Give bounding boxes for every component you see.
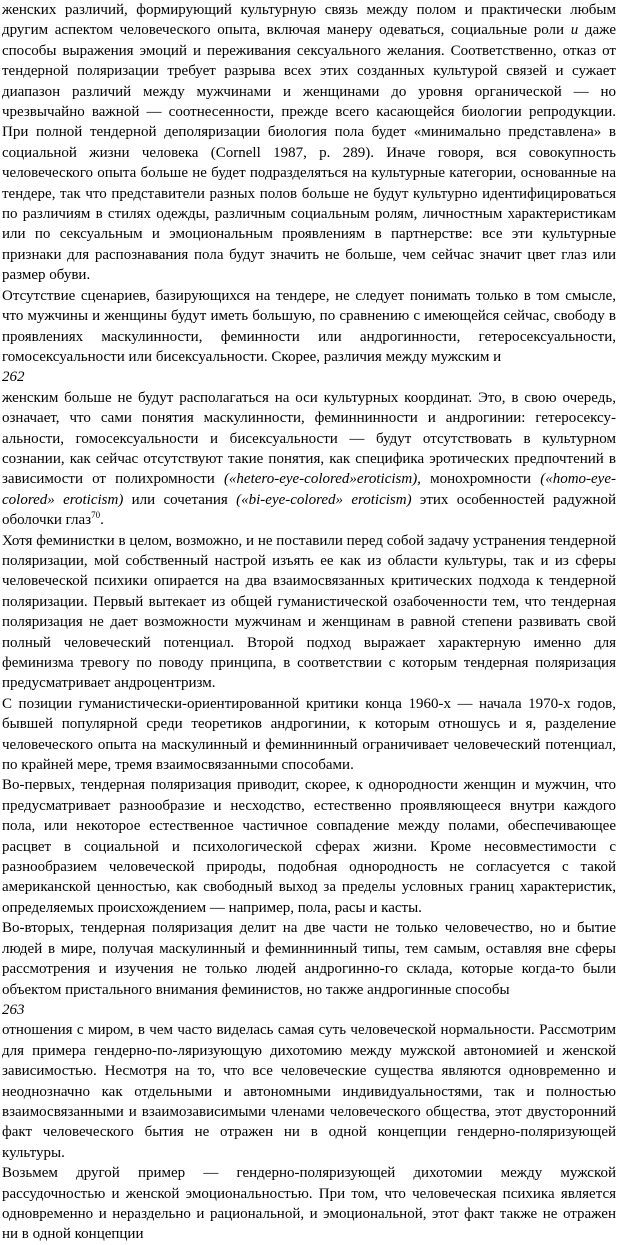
paragraph bbox=[2, 694, 616, 776]
paragraph bbox=[2, 918, 616, 1000]
text-run: женских различий, формирующий культурную связь между полом и практически любым другим аспектом человеческого опыта, включая манеру одеваться, социальные роли bbox=[2, 2, 616, 39]
text-run: женским больше не будут располагаться на оси культурных координат. Это, в свою очередь, означает, что сами понятия маскулинности, феминнинности и андрогинии: гетеросексу-альности, гомосексуальности и бисексуальности — будут отсутствовать в культурном сознании, как сейчас отсутствуют такие понятия, как специфика эротических предпочтений в зависимости от полихромности bbox=[2, 389, 616, 488]
text-run: Во-первых, тендерная поляризация приводит, скорее, к однородности женщин и мужчин, что предусматривает разнообразие и несходство, естественно проявляющееся внутри каждого пола, или некоторое естественное частичное совпадение между полами, обеспечивающее расцвет в социальной и психологической сферах жизни. Кроме несовместимости с разнообразием человеческой природы, подобная однородность не согласуется с такой американской ценностью, как свободный выход за пределы условных границ характеристик, определяемых происхождением — например, пола, расы и касты. bbox=[2, 777, 616, 916]
italic-text: и bbox=[570, 22, 579, 39]
paragraph bbox=[2, 388, 616, 531]
text-run: Хотя феминистки в целом, возможно, и не поставили перед собой задачу устранения тендерной поляризации, мой собственный настрой изъять ее как из области культуры, так и из сферы человеческой психики опирается на два взаимосвязанных критических подхода к тендерной поляризации. Первый вытекает из общей гуманистической озабоченности тем, что тендерная поляризация не дает возможности мужчинам и женщинам в равной степени развивать свой полный человеческий потенциал. Второй подход выражает характерную именно для феминизма тревогу по поводу принципа, в соответствии с которым тендерная поляризация предусматривает андроцентризм. bbox=[2, 532, 616, 692]
text-run: С позиции гуманистически-ориентированной критики конца 1960-х — начала 1970-х годов, бывшей популярной среди теоретиков андрогинии, к которым отношусь и я, разделение человеческого опыта на маскулинный и феминнинный ограничивает человеческий потенциал, по крайней мере, тремя взаимосвязанными способами. bbox=[2, 695, 616, 774]
text-run: . bbox=[100, 512, 104, 529]
text-run: монохромности bbox=[420, 471, 541, 488]
text-run: или сочетания bbox=[123, 491, 237, 508]
paragraph bbox=[2, 1163, 616, 1245]
paragraph bbox=[2, 775, 616, 918]
italic-text: («homo-eye-colored» eroticism) bbox=[2, 471, 616, 508]
paragraph bbox=[2, 286, 616, 368]
italic-text: («hetero-eye-colored»eroticism), bbox=[223, 471, 421, 488]
text-run: Во-вторых, тендерная поляризация делит на две части не только человечество, но и бытие людей в мире, получая маскулинный и феминнинный типы, тем самым, оставляя вне сферы рассмотрения и изучения не только людей андрогинно-го склада, которые когда-то были объектом пристального внимания феминистов, но также андрогинные способы bbox=[2, 920, 616, 998]
text-run: этих особенностей радужной оболочки глаз bbox=[2, 491, 616, 529]
italic-text: («bi-eye-colored» eroticism) bbox=[236, 491, 412, 508]
text-run: Отсутствие сценариев, базирующихся на тендере, не следует понимать только в том смысле, что мужчины и женщины будут иметь большую, по сравнению с имеющейся сейчас, свободу в проявлениях маскулинности, феминности или андрогинности, гетеросексуальности, гомосексуальности или бисексуальности. Скорее, различия между мужским и bbox=[2, 287, 616, 365]
page-number: 262 bbox=[2, 369, 25, 386]
text-run: отношения с миром, в чем часто виделась самая суть человеческой нормальности. Рассмотрим для примера гендерно-по-ляризующую дихотомию между мужской автономией и женской зависимостью. Несмотря на то, что все человеческие существа являются одновременно и неоднозначно как отдельными и автономными индивидуальностями, так и полностью взаимосвязанными и взаимозависимыми членами человеческого общества, этот двусторонний факт человеческого бытия не отражен ни в одной концепции гендерно-поляризующей культуры. bbox=[2, 1022, 616, 1161]
paragraph bbox=[2, 0, 616, 286]
page-number: 263 bbox=[2, 1001, 25, 1018]
text-run: Возьмем другой пример — гендерно-поляризующей дихотомии между мужской рассудочностью и женской эмоциональностью. При том, что человеческая психика является одновременно и нераздельно и рациональной, и эмоциональной, этот факт также не отражен ни в одной концепции bbox=[2, 1165, 616, 1243]
footnote-ref: 70 bbox=[91, 510, 101, 521]
paragraph bbox=[2, 531, 616, 694]
text-run: даже способы выражения эмоций и переживания сексуального желания. Соответственно, отказ от тендерной поляризации требует разрыва всех этих созданных культурой связей и сужает диапазон различий между мужчинами и женщинами до уровня органической — но чрезвычайно важной — соотнесенности, прежде всего касающейся биологии репродукции. При полной тендерной деполяризации биология пола будет «минимально представлена» в социальной жизни человека (Cornell 1987, p. 289). Иначе говоря, вся совокупность человеческого опыта больше не будет подразделяться на культурные категории, основанные на тендере, так что представители разных полов больше не будут культурно идентифицироваться по различиям в стилях одежды, различным социальным ролям, личностным характеристикам или по сексуальным и эмоциональным проявлениям в партнерстве: все эти культурные признаки для распознавания пола будут значить не больше, чем сейчас значит цвет глаз или размер обуви. bbox=[2, 22, 616, 284]
paragraph bbox=[2, 1020, 616, 1163]
